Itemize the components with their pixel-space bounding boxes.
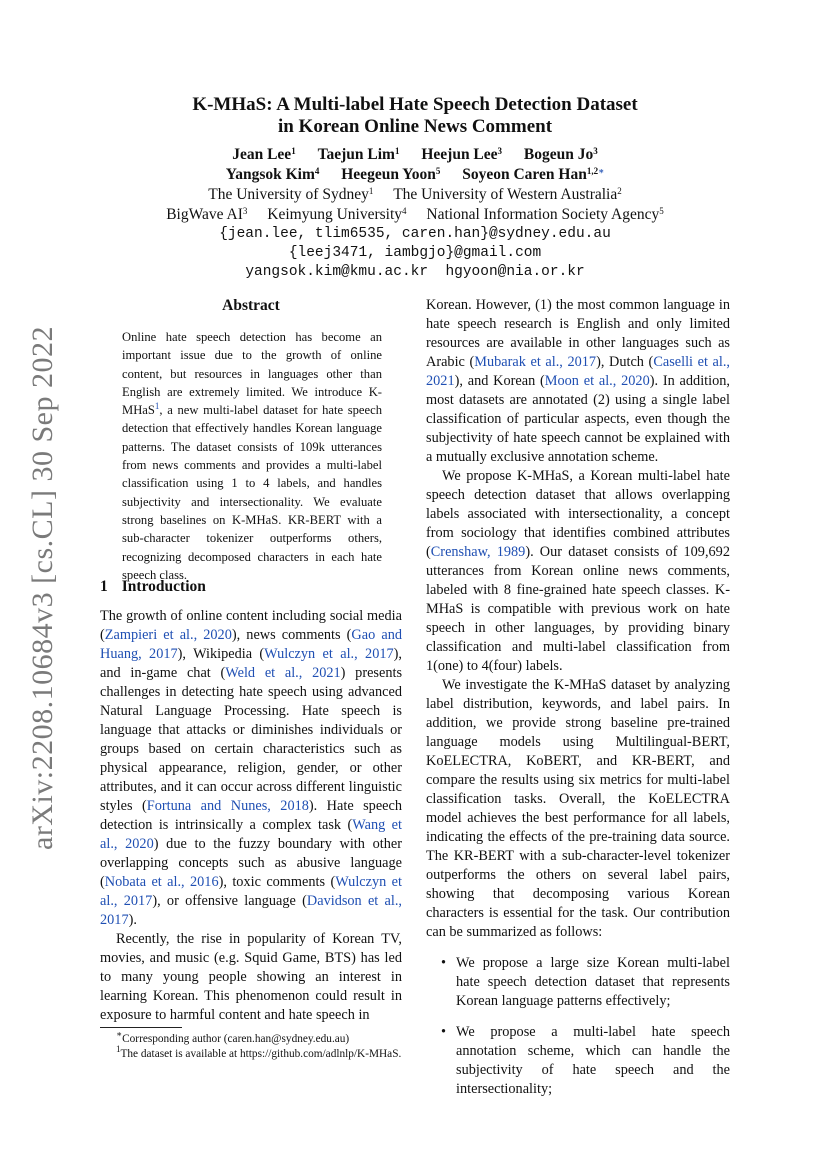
- author: Bogeun Jo$^3$: [523, 146, 598, 163]
- author-row-1: [100, 145, 730, 165]
- citation-link[interactable]: Wang et al., 2020: [100, 817, 402, 852]
- intro-paragraph-1: [100, 607, 402, 930]
- citation-link[interactable]: Zampieri et al., 2020: [104, 627, 232, 643]
- footnote-link[interactable]: 1: [154, 401, 160, 412]
- paragraph-text: ). Hate speech detection is intrinsically a complex task (: [100, 798, 402, 833]
- author-row-2: [100, 165, 730, 185]
- citation-link[interactable]: Crenshaw, 1989: [430, 544, 526, 560]
- list-item: • We propose a multi-label hate speech annotation scheme, which can handle the subjectivity of hate speech and the intersectionality;: [441, 1024, 730, 1097]
- citation-link[interactable]: Fortuna and Nunes, 2018: [146, 798, 309, 814]
- author: Soyeon Caren Han$^{1,2∗}$: [462, 166, 605, 183]
- footnote-dataset: $^1$The dataset is available at https://github.com/adlnlp/K-MHaS.: [116, 1044, 402, 1060]
- paragraph-text: We propose K-MHaS, a Korean multi-label hate speech detection dataset that allows overlapping labels associated with intersectionality, a concept from sociology that identifies combined attributes (: [426, 468, 730, 560]
- footnotes: [100, 1029, 402, 1062]
- list-item: • We propose a large size Korean multi-label hate speech detection dataset that represents Korean language patterns effectively;: [441, 955, 730, 1009]
- bullet-icon: •: [441, 1024, 447, 1040]
- affiliation: The University of Western Australia$^2$: [393, 186, 622, 203]
- affiliation: BigWave $AI^3$: [166, 206, 248, 223]
- paragraph-text: ) presents challenges in detecting hate speech using advanced Natural Language Processing. Hate speech is language that attacks or diminishes individuals or groups based on certain characteristics such as physical appearance, religion, gender, or other attributes, and it can occur across different linguistic styles (: [100, 665, 403, 814]
- author: Heegeun Yoon$^5$: [341, 166, 441, 183]
- left-column-body: [100, 607, 402, 1025]
- abstract-heading: Abstract: [222, 297, 280, 314]
- citation-link[interactable]: Caselli et al., 2021: [426, 354, 731, 389]
- arxiv-identifier-stamp: arXiv:2208.10684v3 [cs.CL] 30 Sep 2022: [26, 326, 59, 850]
- author: Jean Lee$^1$: [232, 146, 296, 163]
- email-line-2: {leej3471, iambgjo}@gmail.com: [288, 245, 542, 261]
- citation-link[interactable]: Wulczyn et al., 2017: [264, 646, 394, 662]
- affiliation: National Information Society Agency$^5$: [426, 206, 664, 223]
- footnote-corresponding: ∗Corresponding author (caren.han@sydney.edu.au): [116, 1029, 350, 1045]
- intro-paragraph-4: [426, 467, 730, 676]
- paragraph-text: ), toxic comments (: [218, 874, 336, 890]
- paragraph-text: ), Wikipedia (: [177, 646, 265, 662]
- paragraph-text: ), news comments (: [231, 627, 352, 643]
- author: Heejun Lee$^3$: [421, 146, 503, 163]
- affiliation-row-2: [100, 205, 730, 225]
- citation-link[interactable]: Weld et al., 2021: [225, 665, 341, 681]
- title-line-1: K-MHaS: A Multi-label Hate Speech Detection Dataset: [192, 94, 638, 115]
- author: Yangsok Kim$^4$: [225, 166, 320, 183]
- contribution-list: [426, 954, 730, 1099]
- right-column-body: [426, 296, 730, 1111]
- citation-link[interactable]: Mubarak et al., 2017: [474, 354, 597, 370]
- intro-paragraph-2: Recently, the rise in popularity of Korean TV, movies, and music (e.g. Squid Game, BTS) has led to many young people showing an interest in learning Korean. This phenomenon could result in exposure to harmful content and hate speech in: [100, 931, 402, 1023]
- paragraph-text: ), Dutch (: [596, 354, 654, 370]
- intro-paragraph-3: [426, 296, 730, 467]
- citation-link[interactable]: Davidson et al., 2017: [100, 893, 403, 928]
- affiliation: The University of Sydney$^1$: [208, 186, 374, 203]
- section-heading-introduction: 1 Introduction: [100, 578, 206, 595]
- paragraph-text: Korean. However, (1) the most common language in hate speech research is English and only limited resources are available in other languages such as Arabic (: [426, 297, 730, 370]
- title-line-2: in Korean Online News Comment: [277, 116, 553, 137]
- paragraph-text: ).: [128, 912, 137, 928]
- affiliation-row-1: [100, 185, 730, 205]
- affiliation: Keimyung University$^4$: [267, 206, 407, 223]
- paragraph-text: ). Our dataset consists of 109,692 utterances from Korean online news comments, labeled with 8 fine-grained hate speech classes. K-MHaS is compatible with previous work on hate speech in other languages, by providing binary classification and multi-label classification from 1(one) to 4(four) labels.: [426, 544, 730, 674]
- paragraph-text: The growth of online content including social media (: [100, 608, 402, 643]
- paper-header: [100, 94, 730, 282]
- author: Taejun Lim$^1$: [317, 146, 400, 163]
- paragraph-text: ). In addition, most datasets are annotated (2) using a single label classification of particular aspects, even though the subjectivity of hate speech cannot be explained with a mutually exclusive annotation scheme.: [426, 373, 730, 465]
- paragraph-text: ) due to the fuzzy boundary with other overlapping concepts such as abusive language (: [100, 836, 402, 890]
- citation-link[interactable]: Wulczyn et al., 2017: [100, 874, 402, 909]
- intro-paragraph-5: We investigate the K-MHaS dataset by analyzing label distribution, keywords, and label pairs. In addition, we provide strong baseline pre-trained language models using Multilingual-BERT, KoELECTRA, KoBERT, and KR-BERT, and compare the results using six metrics for multi-label classification tasks. Overall, the KoELECTRA model achieves the best performance for all labels, indicating the effects of the pre-training data source. The KR-BERT with a sub-character-level tokenizer outperforms the others on several label pairs, showing that decomposing various Korean characters is essential for the task. Our contribution can be summarized as follows:: [426, 677, 730, 940]
- bullet-icon: •: [441, 955, 447, 971]
- abstract-body: Online hate speech detection has become an important issue due to the growth of online content, but resources in languages other than English are extremely limited. We introduce K-MHaS$^1$, a new multi-label dataset for hate speech detection that effectively handles Korean language patterns. The dataset consists of 109k utterances from news comments and provides a multi-label classification using 1 to 4 labels, and handles subjectivity and intersectionality. We evaluate strong baselines on K-MHaS. KR-BERT with a sub-character tokenizer outperforms others, recognizing decomposed characters in each hate speech class.: [122, 330, 382, 582]
- email-line-1: {jean.lee, tlim6535, caren.han}@sydney.edu.au: [219, 226, 611, 242]
- citation-link[interactable]: Nobata et al., 2016: [104, 874, 219, 890]
- email-line-3: yangsok.kim@kmu.ac.kr hgyoon@nia.or.kr: [245, 264, 585, 280]
- citation-link[interactable]: Gao and Huang, 2017: [100, 627, 402, 662]
- paper-title: [100, 94, 730, 138]
- paragraph-text: ), and Korean (: [454, 373, 545, 389]
- paragraph-text: ), and in-game chat (: [100, 646, 402, 681]
- paragraph-text: ), or offensive language (: [152, 893, 307, 909]
- citation-link[interactable]: Moon et al., 2020: [544, 373, 650, 389]
- corresponding-author-mark[interactable]: ∗: [598, 166, 605, 176]
- footnote-divider: [100, 1027, 182, 1028]
